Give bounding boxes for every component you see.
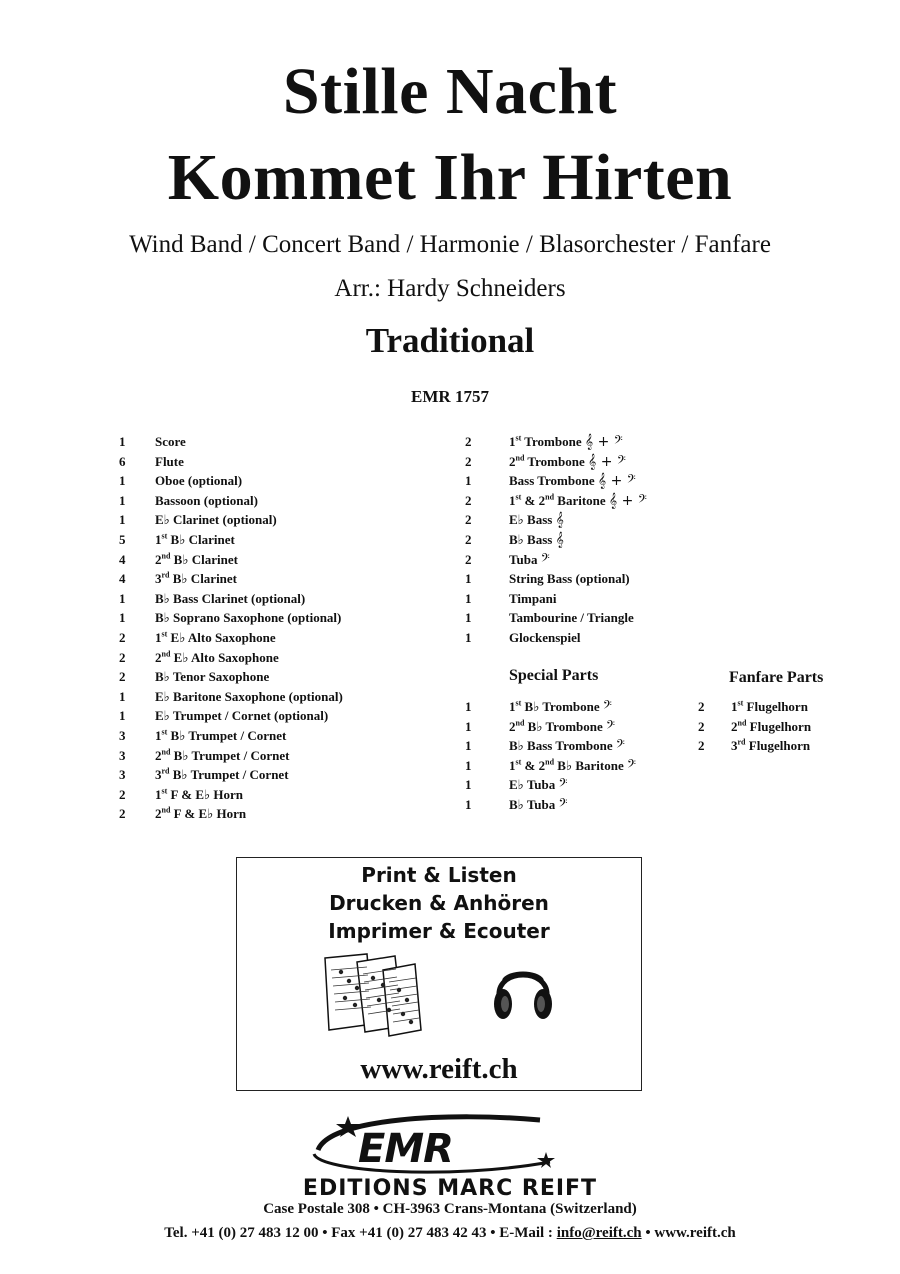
ordinal-suffix: nd xyxy=(161,649,171,659)
publisher-address: Case Postale 308 • CH-3963 Crans-Montana (Switzerland) xyxy=(263,1201,637,1217)
part-ordinal: 1 xyxy=(155,532,162,547)
part-name xyxy=(509,530,564,551)
part-name xyxy=(509,697,612,718)
composer: Traditional xyxy=(365,321,535,360)
contact-website[interactable]: • www.reift.ch xyxy=(641,1225,736,1241)
part-name xyxy=(509,795,568,816)
part-quantity: 3 xyxy=(119,767,126,783)
arranger: Arr.: Hardy Schneiders xyxy=(334,275,566,302)
part-quantity: 2 xyxy=(698,699,705,714)
part-ordinal: 2 xyxy=(155,806,162,822)
part-name xyxy=(509,471,636,492)
part-ordinal: 3 xyxy=(731,738,738,754)
clef-icon: 𝄢 xyxy=(615,738,625,755)
part-label: B♭ Trumpet / Cornet xyxy=(170,728,287,743)
part-name xyxy=(155,765,289,785)
part-label: B♭ Baritone xyxy=(557,757,624,773)
part-label: Flute xyxy=(155,453,184,469)
part-ordinal: 2 xyxy=(509,718,516,734)
part-label: Flugelhorn xyxy=(749,718,812,734)
part-name xyxy=(731,717,811,737)
part-quantity: 2 xyxy=(119,649,126,665)
part-name xyxy=(155,530,235,550)
part-label: B♭ Clarinet xyxy=(170,532,235,547)
ordinal-suffix: rd xyxy=(161,766,170,776)
catalog-code: EMR 1757 xyxy=(411,387,489,406)
part-label: Score xyxy=(155,434,186,449)
part-quantity: 1 xyxy=(119,512,126,528)
part-quantity: 1 xyxy=(465,571,472,587)
publisher-name: EDITIONS MARC REIFT xyxy=(302,1176,598,1201)
ordinal-suffix: nd xyxy=(737,718,747,728)
part-name xyxy=(155,648,279,668)
ordinal-suffix: nd xyxy=(161,806,171,816)
contact-email-link[interactable]: info@reift.ch xyxy=(556,1225,642,1241)
part-name xyxy=(509,717,615,738)
part-quantity: 1 xyxy=(119,434,126,449)
part-quantity: 2 xyxy=(119,630,126,645)
part-quantity: 2 xyxy=(698,738,705,754)
part-name xyxy=(731,697,808,717)
ordinal-suffix: nd xyxy=(515,453,525,463)
part-name xyxy=(155,608,341,628)
part-name xyxy=(155,706,328,726)
part-name xyxy=(155,569,237,589)
part-name xyxy=(509,452,626,473)
clef-icon: 𝄞 + 𝄢 xyxy=(597,473,636,490)
part-name xyxy=(155,510,277,530)
ordinal-suffix: nd xyxy=(161,747,171,757)
promo-line-2: Drucken & Anhören xyxy=(329,891,549,915)
part-quantity: 1 xyxy=(119,688,126,704)
part-name xyxy=(155,491,258,511)
part-name: 1st & 2nd B♭ Baritone 𝄢 xyxy=(509,757,636,774)
part-quantity: 3 xyxy=(119,747,126,763)
headphones-icon xyxy=(491,956,555,1024)
part-quantity: 2 xyxy=(465,453,472,469)
clef-icon: 𝄢 xyxy=(602,699,612,715)
part-ordinal: 1 xyxy=(509,492,516,508)
part-quantity: 1 xyxy=(119,473,126,489)
part-label: Flugelhorn xyxy=(748,738,811,754)
part-quantity: 2 xyxy=(119,806,126,822)
ordinal-suffix: nd xyxy=(545,757,555,767)
part-name xyxy=(509,432,623,453)
ordinal-suffix: rd xyxy=(161,570,170,580)
part-name xyxy=(155,550,238,570)
part-ordinal: 2 xyxy=(155,747,162,763)
part-name xyxy=(155,628,276,648)
part-label: B♭ Soprano Saxophone (optional) xyxy=(155,610,342,626)
part-label: E♭ Trumpet / Cornet (optional) xyxy=(155,708,329,724)
part-name xyxy=(155,589,305,609)
part-name xyxy=(509,569,630,589)
part-name xyxy=(155,687,343,707)
part-ordinal: 1 xyxy=(155,728,162,743)
part-quantity: 6 xyxy=(119,453,126,469)
part-label: E♭ Baritone Saxophone (optional) xyxy=(155,688,343,704)
part-quantity: 5 xyxy=(119,532,126,547)
part-quantity: 1 xyxy=(465,777,472,793)
part-quantity: 2 xyxy=(465,492,472,508)
part-label: B♭ Bass xyxy=(509,532,553,547)
part-label: F & E♭ Horn xyxy=(173,806,247,822)
part-name xyxy=(509,736,625,757)
part-name xyxy=(155,471,242,491)
part-label: Oboe (optional) xyxy=(155,473,243,489)
part-label: E♭ Bass xyxy=(509,512,553,528)
part-ordinal: 2 xyxy=(155,551,162,567)
title-line-1: Stille Nacht xyxy=(282,55,618,128)
ordinal-suffix: st xyxy=(515,492,522,502)
ordinal-suffix: st xyxy=(737,698,744,708)
part-ordinal: 3 xyxy=(155,767,162,783)
part-ordinal: 2 xyxy=(731,718,738,734)
part-ordinal: 2 xyxy=(538,757,546,773)
part-label: String Bass (optional) xyxy=(509,571,630,587)
special-parts-heading: Special Parts xyxy=(509,667,599,684)
part-quantity: 1 xyxy=(465,797,472,812)
part-ordinal: 1 xyxy=(509,757,516,773)
clef-icon: 𝄞 xyxy=(555,532,564,548)
part-name xyxy=(509,775,568,796)
svg-text:EMR: EMR xyxy=(358,1126,453,1172)
part-quantity: 1 xyxy=(119,492,126,508)
part-label: B♭ Bass Trombone xyxy=(509,738,613,754)
part-label: Bassoon (optional) xyxy=(155,492,258,508)
part-label: B♭ Clarinet xyxy=(172,571,238,587)
part-name xyxy=(155,432,186,452)
part-ordinal: 1 xyxy=(155,786,162,802)
clef-icon: 𝄞 + 𝄢 xyxy=(587,453,626,470)
part-name xyxy=(509,628,581,648)
part-ordinal: 2 xyxy=(509,453,516,469)
clef-icon: 𝄢 xyxy=(626,757,636,774)
part-quantity: 1 xyxy=(465,718,472,734)
promo-line-3: Imprimer & Ecouter xyxy=(328,919,550,943)
part-label: Glockenspiel xyxy=(509,630,581,645)
fanfare-parts-heading: Fanfare Parts xyxy=(729,669,824,686)
part-label: B♭ Tenor Saxophone xyxy=(155,669,270,685)
part-label: Trombone xyxy=(524,434,582,449)
promo-line-1: Print & Listen xyxy=(361,863,517,887)
part-label: B♭ Trumpet / Cornet xyxy=(173,747,290,763)
part-quantity: 1 xyxy=(465,738,472,754)
part-label: E♭ Clarinet (optional) xyxy=(155,512,277,528)
clef-icon: 𝄢 xyxy=(558,777,568,794)
ordinal-suffix: rd xyxy=(737,737,746,747)
part-quantity: 2 xyxy=(465,532,472,547)
part-quantity: 2 xyxy=(119,786,126,802)
ordinal-suffix: st xyxy=(161,786,168,796)
part-label: B♭ Bass Clarinet (optional) xyxy=(155,590,306,606)
part-ordinal: 1 xyxy=(155,630,162,645)
part-label: B♭ Trombone xyxy=(524,699,600,714)
part-label: Bass Trombone xyxy=(509,473,595,489)
clef-icon: 𝄞 + 𝄢 xyxy=(584,434,623,450)
part-quantity: 2 xyxy=(465,551,472,567)
part-quantity: 2 xyxy=(698,718,705,734)
part-quantity: 1 xyxy=(119,610,126,626)
ordinal-suffix: st xyxy=(515,757,522,767)
part-name xyxy=(731,736,810,756)
part-quantity: 1 xyxy=(465,610,472,626)
part-label: Tambourine / Triangle xyxy=(509,610,634,626)
part-label: B♭ Trumpet / Cornet xyxy=(172,767,289,783)
part-ordinal: 1 xyxy=(509,434,516,449)
clef-icon: 𝄞 xyxy=(555,512,564,529)
part-label: Tuba xyxy=(509,551,538,567)
ordinal-suffix: nd xyxy=(161,551,171,561)
part-name xyxy=(509,510,564,531)
clef-icon: 𝄢 xyxy=(540,551,550,568)
part-name xyxy=(155,667,269,687)
part-quantity: 1 xyxy=(465,699,472,714)
ordinal-suffix: nd xyxy=(515,718,525,728)
part-name xyxy=(155,726,286,746)
ordinal-suffix: st xyxy=(161,629,168,639)
part-name xyxy=(509,550,550,571)
part-name xyxy=(509,608,634,628)
part-label: Flugelhorn xyxy=(746,699,808,714)
part-label: Trombone xyxy=(527,453,585,469)
part-ordinal: 1 xyxy=(731,699,738,714)
part-label: B♭ Clarinet xyxy=(173,551,238,567)
ordinal-suffix: st xyxy=(161,727,168,737)
emr-logo xyxy=(300,1110,580,1182)
part-quantity: 1 xyxy=(465,473,472,489)
part-label: E♭ Tuba xyxy=(509,777,556,793)
part-ordinal: 2 xyxy=(538,492,546,508)
subtitle: Wind Band / Concert Band / Harmonie / Blasorchester / Fanfare xyxy=(129,231,771,258)
ordinal-suffix: st xyxy=(515,433,522,443)
part-name xyxy=(155,746,289,766)
part-label: B♭ Tuba xyxy=(509,797,556,812)
part-quantity: 1 xyxy=(465,630,472,645)
clef-icon: 𝄢 xyxy=(558,797,568,813)
part-name xyxy=(155,785,243,805)
ordinal-suffix: nd xyxy=(545,492,555,502)
title-line-2: Kommet Ihr Hirten xyxy=(167,141,733,214)
part-label: F & E♭ Horn xyxy=(170,786,243,802)
part-quantity: 1 xyxy=(465,757,472,773)
part-quantity: 3 xyxy=(119,728,126,743)
part-label: B♭ Trombone xyxy=(527,718,603,734)
part-name: 1st & 2nd Baritone 𝄞 + 𝄢 xyxy=(509,492,647,509)
sheet-music-icon xyxy=(321,952,425,1040)
part-label: E♭ Alto Saxophone xyxy=(170,630,276,645)
part-ordinal: 3 xyxy=(155,571,162,587)
part-quantity: 4 xyxy=(119,551,126,567)
part-label: Timpani xyxy=(509,590,557,606)
part-ordinal: 1 xyxy=(509,699,516,714)
part-ordinal: 2 xyxy=(155,649,162,665)
clef-icon: 𝄢 xyxy=(606,718,616,735)
part-quantity: 1 xyxy=(119,590,126,606)
contact-phone-fax: Tel. +41 (0) 27 483 12 00 • Fax +41 (0) 27 483 42 43 • E-Mail : xyxy=(164,1225,557,1241)
part-name xyxy=(155,804,246,824)
part-name xyxy=(155,452,184,472)
part-quantity: 4 xyxy=(119,571,126,587)
clef-icon: 𝄞 + 𝄢 xyxy=(608,492,647,509)
part-name xyxy=(509,589,556,609)
part-quantity: 1 xyxy=(119,708,126,724)
ordinal-suffix: st xyxy=(161,531,168,541)
ordinal-suffix: st xyxy=(515,698,522,708)
promo-url[interactable]: www.reift.ch xyxy=(360,1053,518,1085)
print-listen-box xyxy=(236,857,642,1091)
part-label: E♭ Alto Saxophone xyxy=(173,649,279,665)
part-label: Baritone xyxy=(557,492,606,508)
part-quantity: 2 xyxy=(119,669,126,685)
part-quantity: 2 xyxy=(465,434,472,449)
part-quantity: 2 xyxy=(465,512,472,528)
publisher-contact xyxy=(0,1223,900,1243)
part-quantity: 1 xyxy=(465,590,472,606)
